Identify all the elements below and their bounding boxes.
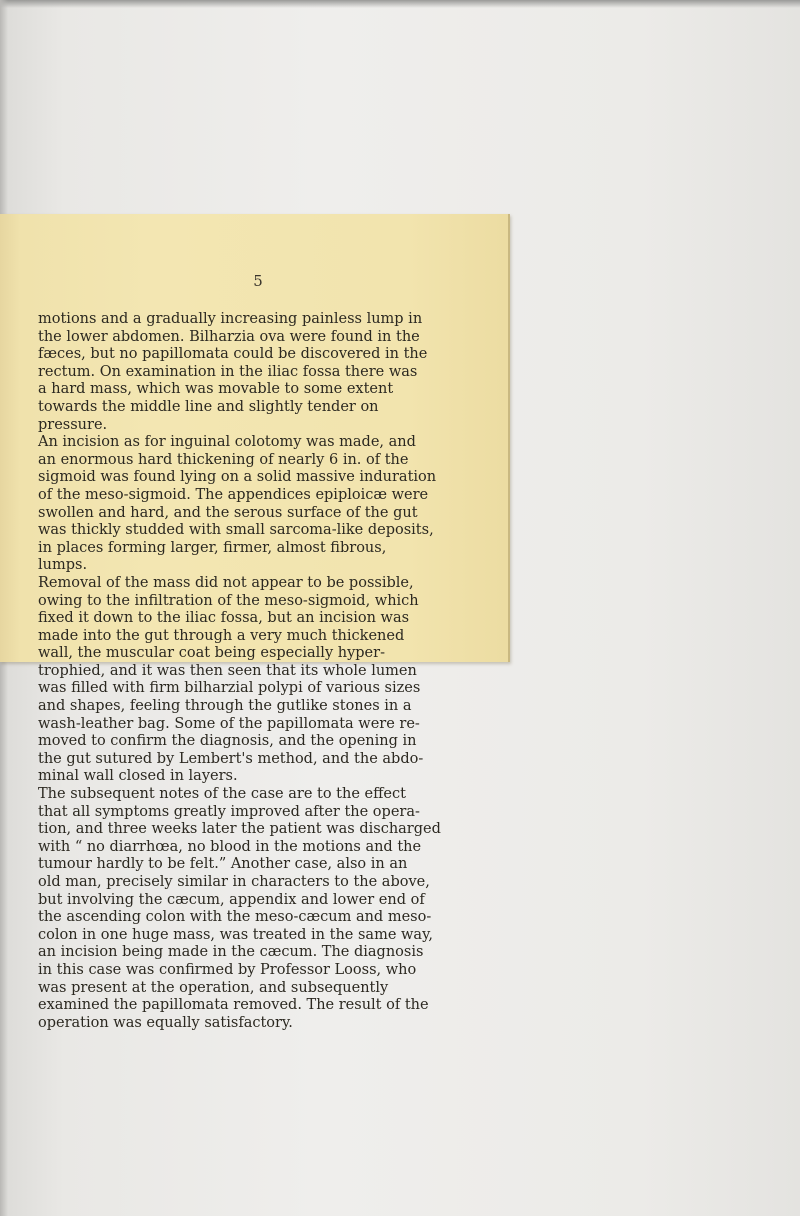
text-line: made into the gut through a very much thickened: [38, 627, 405, 644]
text-line: motions and a gradually increasing painless lump in: [38, 311, 423, 327]
text-line: and shapes, feeling through the gutlike stones in a: [38, 698, 412, 715]
text-line: Removal of the mass did not appear to be possible,: [38, 574, 414, 591]
body-text: [38, 311, 474, 1032]
text-line: but involving the cæcum, appendix and lower end of: [38, 891, 425, 908]
text-line: a hard mass, which was movable to some extent: [38, 381, 394, 398]
text-line: tion, and three weeks later the patient was discharged: [38, 821, 441, 838]
text-line: owing to the infiltration of the meso-sigmoid, which: [38, 592, 419, 609]
text-line: moved to confirm the diagnosis, and the opening in: [38, 733, 417, 750]
text-line: rectum. On examination in the iliac fossa there was: [38, 363, 418, 380]
page-number: 5: [253, 272, 263, 290]
text-line: minal wall closed in layers.: [38, 768, 238, 785]
text-line: with “ no diarrhœa, no blood in the motions and the: [38, 838, 422, 855]
text-line: in places forming larger, firmer, almost fibrous,: [38, 539, 387, 556]
text-line: wall, the muscular coat being especially hyper-: [38, 645, 385, 662]
text-line: sigmoid was found lying on a solid massive induration: [38, 469, 437, 486]
text-line: swollen and hard, and the serous surface of the gut: [38, 504, 418, 521]
text-line: An incision as for inguinal colotomy was made, and: [38, 434, 416, 451]
book-page: [0, 214, 510, 1031]
text-line: was present at the operation, and subsequently: [38, 979, 389, 996]
text-line: fæces, but no papillomata could be discovered in the: [38, 346, 428, 363]
text-line: the ascending colon with the meso-cæcum and meso-: [38, 909, 432, 926]
text-line: the gut sutured by Lembert's method, and the abdo-: [38, 750, 424, 767]
text-line: an enormous hard thickening of nearly 6 in. of the: [38, 451, 409, 468]
text-line: tumour hardly to be felt.” Another case, also in an: [38, 856, 408, 873]
text-line: of the meso-sigmoid. The appendices epiploicæ were: [38, 486, 429, 503]
text-line: trophied, and it was then seen that its whole lumen: [38, 662, 417, 679]
text-line: wash-leather bag. Some of the papillomata were re-: [38, 715, 420, 732]
text-line: was filled with firm bilharzial polypi of various sizes: [38, 680, 421, 697]
text-line: old man, precisely similar in characters to the above,: [38, 874, 430, 890]
text-line: examined the papillomata removed. The result of the: [38, 997, 429, 1014]
text-line: an incision being made in the cæcum. The diagnosis: [38, 944, 424, 961]
text-line: lumps.: [38, 557, 88, 574]
text-line: pressure.: [38, 416, 108, 433]
text-line: colon in one huge mass, was treated in the same way,: [38, 926, 433, 943]
text-line: that all symptoms greatly improved after the opera-: [38, 803, 420, 820]
text-line: towards the middle line and slightly tender on: [38, 398, 379, 415]
scan-top-shadow: [0, 0, 800, 8]
text-line: in this case was confirmed by Professor Looss, who: [38, 961, 417, 978]
text-line: The subsequent notes of the case are to the effect: [38, 786, 406, 803]
text-line: the lower abdomen. Bilharzia ova were found in the: [38, 328, 420, 345]
text-line: operation was equally satisfactory.: [38, 1014, 293, 1031]
text-line: fixed it down to the iliac fossa, but an incision was: [38, 610, 410, 627]
text-line: was thickly studded with small sarcoma-like deposits,: [38, 522, 434, 539]
